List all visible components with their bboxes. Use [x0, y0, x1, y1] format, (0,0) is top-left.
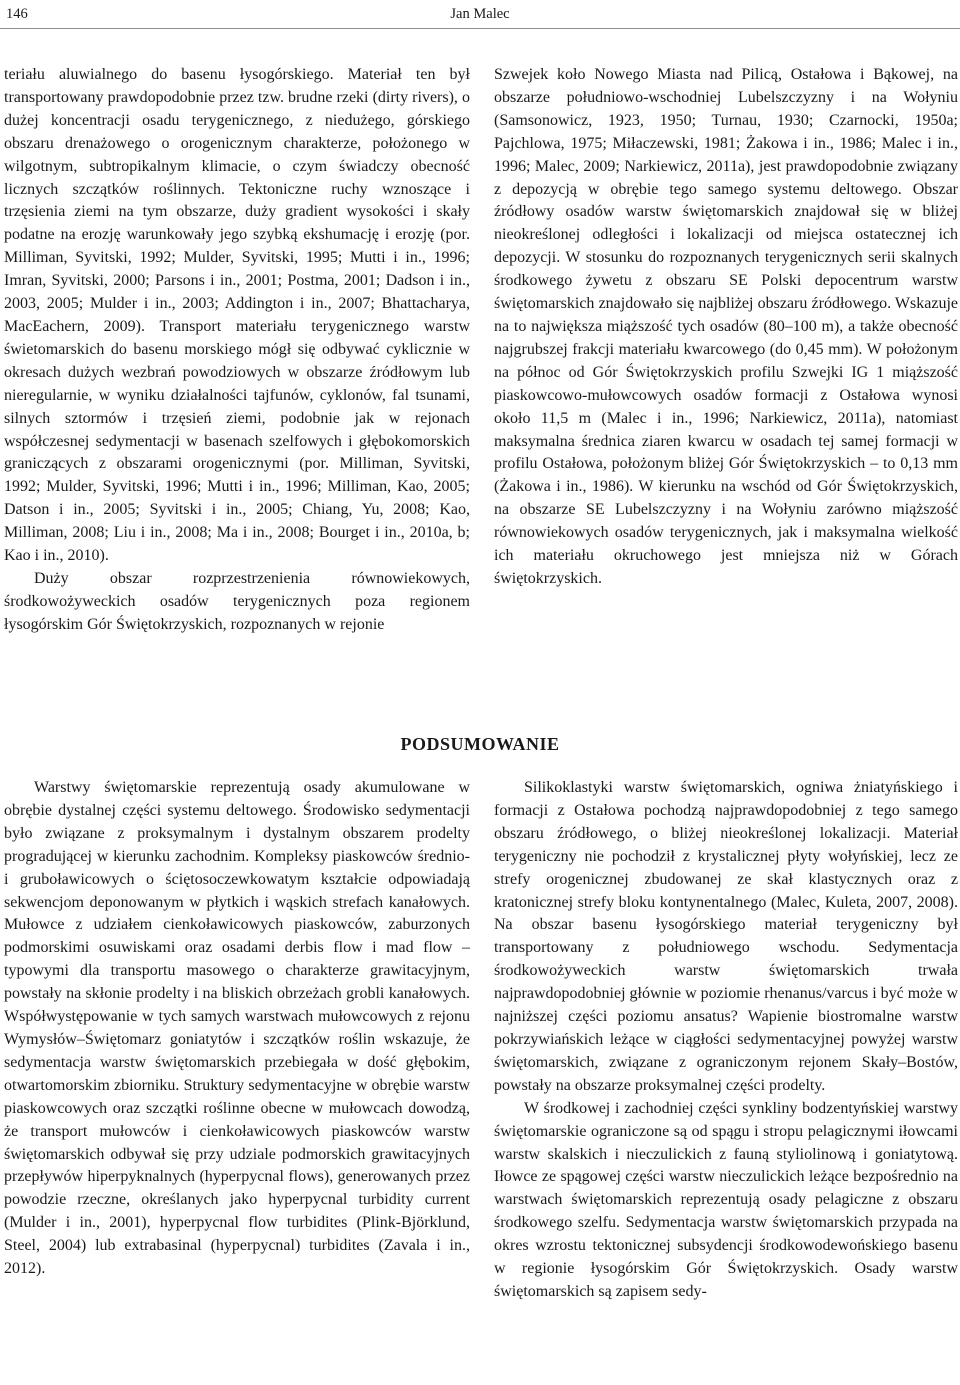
- header-rule: [0, 28, 960, 29]
- paragraph: Warstwy świętomarskie reprezentują osady akumulowane w obrębie dystalnej części systemu deltowego. Środowisko sedymentacji było związane z proksymalnym i dystalnym obszarem prodelty progradującej w kierunku zachodnim. Kompleksy piaskowców średnio- i gruboławicowych o ściętosoczewkowatym kształcie odpowiadają sekwencjom deponowanym w płytkich i wąskich strefach kanałowych. Mułowce z udziałem cienkoławicowych piaskowców, zaburzonych podmorskimi osuwiskami oraz osadami derbis flow i mad flow – typowymi dla transportu masowego o charakterze grawitacyjnym, powstały na skłonie prodelty i na bliskich obrzeżach grobli kanałowych. Współwystępowanie w tych samych warstwach mułowcowych z rejonu Wymysłów–Świętomarz goniatytów i szczątków roślin wskazuje, że sedymentacja warstw świętomarskich przebiegała w dość głębokim, otwartomorskim zbiorniku. Struktury sedymentacyjne w obrębie warstw piaskowcowych oraz szczątki roślinne obecne w mułowcach dowodzą, że transport mułowców i cienkoławicowych piaskowców warstw świętomarskich odbywał się przy udziale podmorskich grawitacyjnych przepływów hiperpyknalnych (hyperpycnal flows), generowanych przez powodzie rzeczne, określanych jako hyperpycnal turbidity current (Mulder i in., 2001), hyperpycnal flow turbidites (Plink-Björklund, Steel, 2004) lub extrabasinal (hyperpycnal) turbidites (Zavala i in., 2012).: [4, 779, 470, 1278]
- running-header: [0, 0, 960, 40]
- paragraph: Duży obszar rozprzestrzenienia równowiekowych, środkowożyweckich osadów terygenicznych poza regionem łysogórskim Gór Świętokrzyskich, rozpoznanych w rejonie: [4, 569, 470, 633]
- page-number: 146: [6, 6, 28, 22]
- column-top-right: [494, 64, 958, 591]
- column-bottom-left: [4, 777, 470, 1281]
- paragraph: teriału aluwialnego do basenu łysogórskiego. Materiał ten był transportowany prawdopodobnie przez tzw. brudne rzeki (dirty rivers), o dużej koncentracji osadu terygenicznego, z niedużego, górskiego obszaru drenażowego o orogenicznym charakterze, położonego w wilgotnym, subtropikalnym klimacie, o czym świadczy obecność licznych szczątków roślinnych. Tektoniczne ruchy wznoszące i trzęsienia ziemi na tym obszarze, duży gradient wysokości i skały podatne na erozję warunkowały jego szybką ekshumację i erozję (por. Milliman, Syvitski, 1992; Mulder, Syvitski, 1995; Mutti i in., 1996; Imran, Syvitski, 2000; Parsons i in., 2001; Postma, 2001; Dadson i in., 2003, 2005; Mulder i in., 2003; Addington i in., 2007; Bhattacharya, MacEachern, 2009). Transport materiału terygenicznego warstw świetomarskich do basenu morskiego mógł się odbywać cyklicznie w okresach dużych wezbrań powodziowych w obszarze źródłowym lub nieregularnie, w wyniku działalności tajfunów, cyklonów, fal tsunami, silnych sztormów i trzęsień ziemi, podobnie jak w rejonach współczesnej sedymentacji w basenach szelfowych i głębokomorskich graniczących z obszarami orogenicznymi (por. Milliman, Syvitski, 1992; Mulder, Syvitski, 1996; Mutti i in., 1996; Milliman, Kao, 2005; Datson i in., 2005; Syvitski i in., 2005; Chiang, Yu, 2008; Kao, Milliman, 2008; Liu i in., 2008; Ma i in., 2008; Bourget i in., 2010a, b; Kao i in., 2010).: [4, 66, 470, 565]
- paragraph: W środkowej i zachodniej części synkliny bodzentyńskiej warstwy świętomarskie ograniczone są od spągu i stropu pelagicznymi iłowcami warstw skalskich i nieczulickich z fauną styliolinową i goniatytową. Iłowce ze spągowej części warstw nieczulickich leżące bezpośrednio na warstwach świętomarskich reprezentują osady pelagiczne z obszaru środkowego szelfu. Sedymentacja warstw świętomarskich przypada na okres wzrostu tektonicznej subsydencji środkowodewońskiego basenu w regionie łysogórskim Gór Świętokrzyskich. Osady warstw świętomarskich są zapisem sedy-: [494, 1099, 958, 1300]
- column-top-left: [4, 64, 470, 637]
- column-bottom-right: [494, 777, 958, 1304]
- paragraph: Silikoklastyki warstw świętomarskich, ogniwa żniatyńskiego i formacji z Ostałowa pochodzą najprawdopodobniej z tego samego obszaru źródłowego, o bliżej nieokreślonej lokalizacji. Materiał terygeniczny nie pochodził z krystalicznej płyty wołyńskiej, lecz ze strefy orogenicznej zbudowanej ze skał klastycznych oraz z kratonicznej strefy bloku kontynentalnego (Malec, Kuleta, 2007, 2008). Na obszar basenu łysogórskiego materiał terygeniczny był transportowany z południowego wschodu. Sedymentacja środkowożyweckich warstw świętomarskich trwała najprawdopodobniej głównie w poziomie rhenanus/varcus i być może w najniższej części poziomu ansatus? Wapienie biostromalne warstw pokrzywiańskich leżące w ciągłości sedymentacyjnej powyżej warstw świętomarskich, związane z ograniczonym rejonem Skały–Bostów, powstały na obszarze proksymalnej części prodelty.: [494, 779, 958, 1094]
- paragraph: Szwejek koło Nowego Miasta nad Pilicą, Ostałowa i Bąkowej, na obszarze południowo-wschodniej Lubelszczyzny i na Wołyniu (Samsonowicz, 1923, 1950; Turnau, 1930; Czarnocki, 1950a; Pajchlowa, 1975; Miłaczewski, 1981; Żakowa i in., 1986; Malec i in., 1996; Malec, 2009; Narkiewicz, 2011a), jest prawdopodobnie związany z depozycją w obrębie tego samego systemu deltowego. Obszar źródłowy osadów warstw świętomarskich znajdował się w bliżej nieokreślonej odległości i lokalizacji od miejsca ostatecznej ich depozycji. W stosunku do rozpoznanych terygenicznych serii skalnych środkowego żywetu z obszaru SE Polski depocentrum warstw świętomarskich znajdowało się najbliżej obszaru źródłowego. Wskazuje na to największa miąższość tych osadów (80–100 m), a także obecność najgrubszej frakcji materiału kwarcowego (do 0,45 mm). W położonym na północ od Gór Świętokrzyskich profilu Szwejki IG 1 miąższość piaskowcowo-mułowcowych osadów formacji z Ostałowa wynosi około 11,5 m (Malec i in., 1996; Narkiewicz, 2011a), natomiast maksymalna średnica ziaren kwarcu w osadach tej samej formacji w profilu Ostałowa, położonym bliżej Gór Świętokrzyskich – to 0,13 mm (Żakowa i in., 1986). W kierunku na wschód od Gór Świętokrzyskich, na obszarze SE Lubelszczyzny i na Wołyniu zarówno miąższość równowiekowych osadów terygenicznych, jak i maksymalna wielkość ich materiału okruchowego jest mniejsza niż w Górach świętokrzyskich.: [494, 66, 958, 587]
- section-heading: PODSUMOWANIE: [400, 734, 560, 754]
- running-head-author: Jan Malec: [450, 6, 510, 22]
